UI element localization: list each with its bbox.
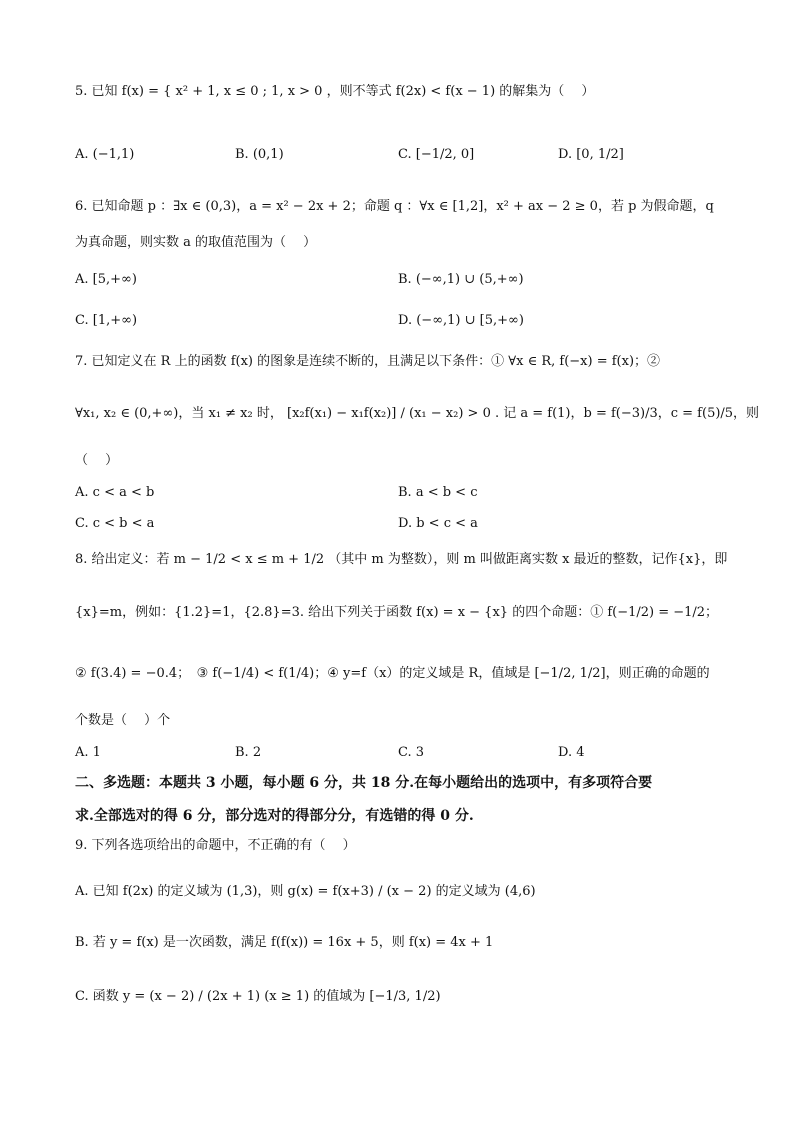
q5-option-b: B. (0,1) bbox=[235, 147, 284, 162]
q8-option-b: B. 2 bbox=[235, 745, 262, 760]
section-2-heading-line-1: 二、多选题：本题共 3 小题，每小题 6 分，共 18 分.在每小题给出的选项中，有多项符合要 bbox=[75, 775, 653, 791]
q8-line-3: ② f(3.4) = −0.4； ③ f(−1/4) < f(1/4)；④ y=f（x）的定义域是 R，值域是 [−1/2, 1/2]，则正确的命题的 bbox=[75, 666, 710, 681]
q9-option-b: B. 若 y = f(x) 是一次函数，满足 f(f(x)) = 16x + 5，则 f(x) = 4x + 1 bbox=[75, 935, 494, 950]
q9-stem: 9. 下列各选项给出的命题中，不正确的有（ ） bbox=[75, 838, 356, 853]
q6-option-c: C. [1,+∞) bbox=[75, 313, 138, 328]
q9-option-c: C. 函数 y = (x − 2) / (2x + 1) (x ≥ 1) 的值域为 [−1/3, 1/2) bbox=[75, 989, 441, 1004]
q9-option-a: A. 已知 f(2x) 的定义域为 (1,3)，则 g(x) = f(x+3) / (x − 2) 的定义域为 (4,6) bbox=[75, 884, 536, 899]
q5-option-c: C. [−1/2, 0] bbox=[398, 147, 475, 162]
q7-option-b: B. a < b < c bbox=[398, 485, 478, 500]
q8-option-a: A. 1 bbox=[75, 745, 101, 760]
q8-line-4: 个数是（ ）个 bbox=[75, 713, 171, 728]
q6-line-1: 6. 已知命题 p ：∃x ∈ (0,3)，a = x² − 2x + 2；命题 q ：∀x ∈ [1,2]，x² + ax − 2 ≥ 0，若 p 为假命题，q bbox=[75, 199, 714, 214]
q6-option-a: A. [5,+∞) bbox=[75, 272, 137, 287]
q6-option-b: B. (−∞,1) ∪ (5,+∞) bbox=[398, 272, 524, 287]
q6-option-d: D. (−∞,1) ∪ [5,+∞) bbox=[398, 313, 524, 328]
q7-line-1: 7. 已知定义在 R 上的函数 f(x) 的图象是连续不断的，且满足以下条件：① ∀x ∈ R, f(−x) = f(x)；② bbox=[75, 354, 661, 369]
q8-line-2: {x}=m，例如：{1.2}=1，{2.8}=3. 给出下列关于函数 f(x) = x − {x} 的四个命题：① f(−1/2) = −1/2； bbox=[75, 605, 719, 620]
q8-option-c: C. 3 bbox=[398, 745, 425, 760]
q7-option-c: C. c < b < a bbox=[75, 516, 155, 531]
section-2-heading-line-2: 求.全部选对的得 6 分，部分选对的得部分分，有选错的得 0 分. bbox=[75, 808, 474, 824]
q7-option-a: A. c < a < b bbox=[75, 485, 155, 500]
q6-line-2: 为真命题，则实数 a 的取值范围为（ ） bbox=[75, 235, 317, 250]
q8-option-d: D. 4 bbox=[558, 745, 585, 760]
q7-line-3: （ ） bbox=[75, 453, 119, 468]
q5-stem: 5. 已知 f(x) = { x² + 1, x ≤ 0 ; 1, x > 0 ，则不等式 f(2x) < f(x − 1) 的解集为（ ） bbox=[75, 84, 595, 99]
q7-line-2: ∀x₁, x₂ ∈ (0,+∞)，当 x₁ ≠ x₂ 时， [x₂f(x₁) − x₁f(x₂)] / (x₁ − x₂) > 0 . 记 a = f(1)，b = f(−3)/3，c = f(5)/5，则 bbox=[75, 406, 760, 421]
q5-option-d: D. [0, 1/2] bbox=[558, 147, 624, 162]
q8-line-1: 8. 给出定义：若 m − 1/2 < x ≤ m + 1/2 （其中 m 为整数），则 m 叫做距离实数 x 最近的整数，记作{x}，即 bbox=[75, 552, 728, 567]
q7-option-d: D. b < c < a bbox=[398, 516, 478, 531]
q5-option-a: A. (−1,1) bbox=[75, 147, 135, 162]
